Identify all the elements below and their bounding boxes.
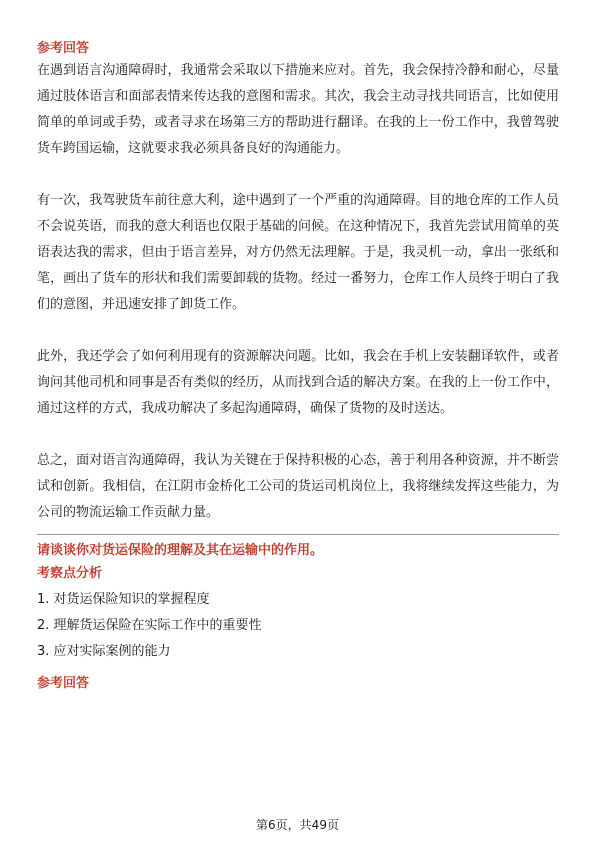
page-footer: 第6页，共49页 xyxy=(256,818,339,832)
list-item: 3. 应对实际案例的能力 xyxy=(37,644,171,659)
paragraph-3: 此外，我还学会了如何利用现有的资源解决问题。比如，我会在手机上安装翻译软件，或者询问其他司机和同事是否有类似的经历，从而找到合适的解决方案。在我的上一份工作中，通过这样的方式，我成功解决了多起沟通障碍，确保了货物的及时送达。 xyxy=(37,349,559,416)
page-content xyxy=(37,40,559,693)
analysis-heading: 考察点分析 xyxy=(37,566,103,581)
answer-heading-2: 参考回答 xyxy=(37,676,90,691)
section-divider xyxy=(37,534,559,535)
paragraph-4: 总之，面对语言沟通障碍，我认为关键在于保持积极的心态，善于利用各种资源，并不断尝试和创新。我相信，在江阴市金桥化工公司的货运司机岗位上，我将继续发挥这些能力，为公司的物流运输工作贡献力量。 xyxy=(37,453,559,520)
question-title: 请谈谈你对货运保险的理解及其在运输中的作用。 xyxy=(37,543,324,558)
list-item: 2. 理解货运保险在实际工作中的重要性 xyxy=(37,618,262,633)
paragraph-gap xyxy=(37,422,559,448)
list-item: 1. 对货运保险知识的掌握程度 xyxy=(37,592,210,607)
paragraph-2: 有一次，我驾驶货车前往意大利，途中遇到了一个严重的沟通障碍。目的地仓库的工作人员不会说英语，而我的意大利语也仅限于基础的问候。在这种情况下，我首先尝试用简单的英语表达我的需求，但由于语言差异，对方仍然无法理解。于是，我灵机一动，拿出一张纸和笔，画出了货车的形状和我们需要卸载的货物。经过一番努力，仓库工作人员终于明白了我们的意图，并迅速安排了卸货工作。 xyxy=(37,193,559,312)
answer-heading: 参考回答 xyxy=(37,41,90,56)
analysis-list xyxy=(37,587,559,665)
paragraph-gap xyxy=(37,162,559,188)
paragraph-1: 在遇到语言沟通障碍时，我通常会采取以下措施来应对。首先，我会保持冷静和耐心，尽量通过肢体语言和面部表情来传达我的意图和需求。其次，我会主动寻找共同语言，比如使用简单的单词或手势，或者寻求在场第三方的帮助进行翻译。在我的上一份工作中，我曾驾驶货车跨国运输，这就要求我必须具备良好的沟通能力。 xyxy=(37,63,559,156)
paragraph-gap xyxy=(37,318,559,344)
